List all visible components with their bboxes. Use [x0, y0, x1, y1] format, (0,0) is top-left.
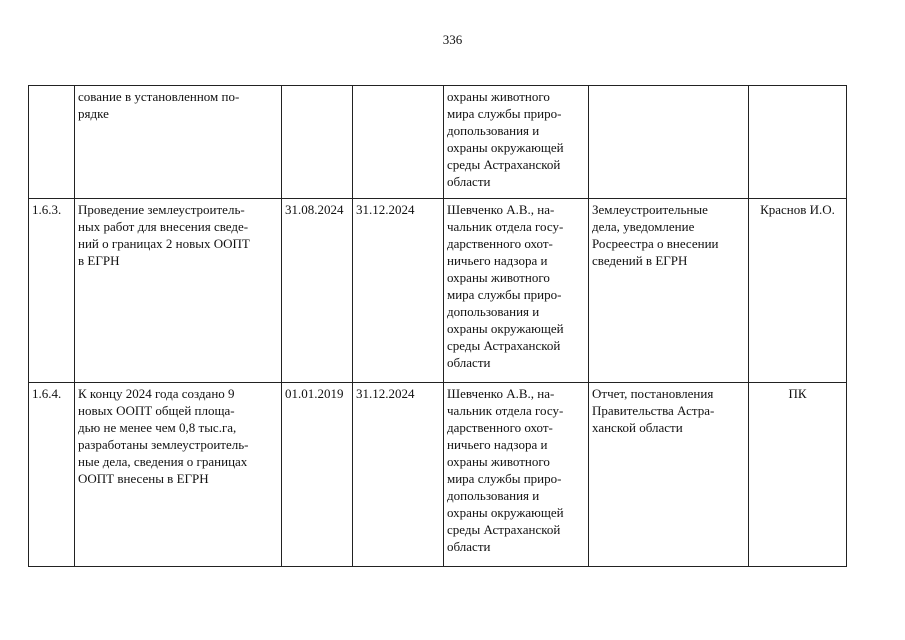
task-cell: К концу 2024 года создано 9 новых ООПТ общей площа- дью не менее чем 0,8 тыс.га, разработаны землеустроитель- ные дела, сведения о границах ООПТ внесены в ЕГРН — [75, 383, 282, 567]
responsible-cell: ПК — [749, 383, 847, 567]
end-date-cell: 31.12.2024 — [353, 199, 444, 383]
page-number: 336 — [442, 32, 463, 47]
table-row — [29, 86, 847, 199]
executor-cell: охраны животного мира службы приро- допользования и охраны окружающей среды Астраханской области — [444, 86, 589, 199]
start-date-cell — [282, 86, 353, 199]
result-cell — [589, 86, 749, 199]
table-row — [29, 383, 847, 567]
result-cell: Отчет, постановления Правительства Астра- ханской области — [589, 383, 749, 567]
table-row — [29, 199, 847, 383]
plan-table — [28, 85, 847, 567]
executor-cell: Шевченко А.В., на- чальник отдела госу- дарственного охот- ничьего надзора и охраны животного мира службы приро- допользования и охраны окружающей среды Астраханской области — [444, 383, 589, 567]
responsible-cell: Краснов И.О. — [749, 199, 847, 383]
end-date-cell: 31.12.2024 — [353, 383, 444, 567]
item-number-cell: 1.6.4. — [29, 383, 75, 567]
executor-cell: Шевченко А.В., на- чальник отдела госу- дарственного охот- ничьего надзора и охраны животного мира службы приро- допользования и охраны окружающей среды Астраханской области — [444, 199, 589, 383]
end-date-cell — [353, 86, 444, 199]
item-number-cell: 1.6.3. — [29, 199, 75, 383]
task-cell: Проведение землеустроитель- ных работ для внесения сведе- ний о границах 2 новых ООПТ в ЕГРН — [75, 199, 282, 383]
result-cell: Землеустроительные дела, уведомление Росреестра о внесении сведений в ЕГРН — [589, 199, 749, 383]
start-date-cell: 01.01.2019 — [282, 383, 353, 567]
task-cell: сование в установленном по- рядке — [75, 86, 282, 199]
start-date-cell: 31.08.2024 — [282, 199, 353, 383]
responsible-cell — [749, 86, 847, 199]
item-number-cell — [29, 86, 75, 199]
